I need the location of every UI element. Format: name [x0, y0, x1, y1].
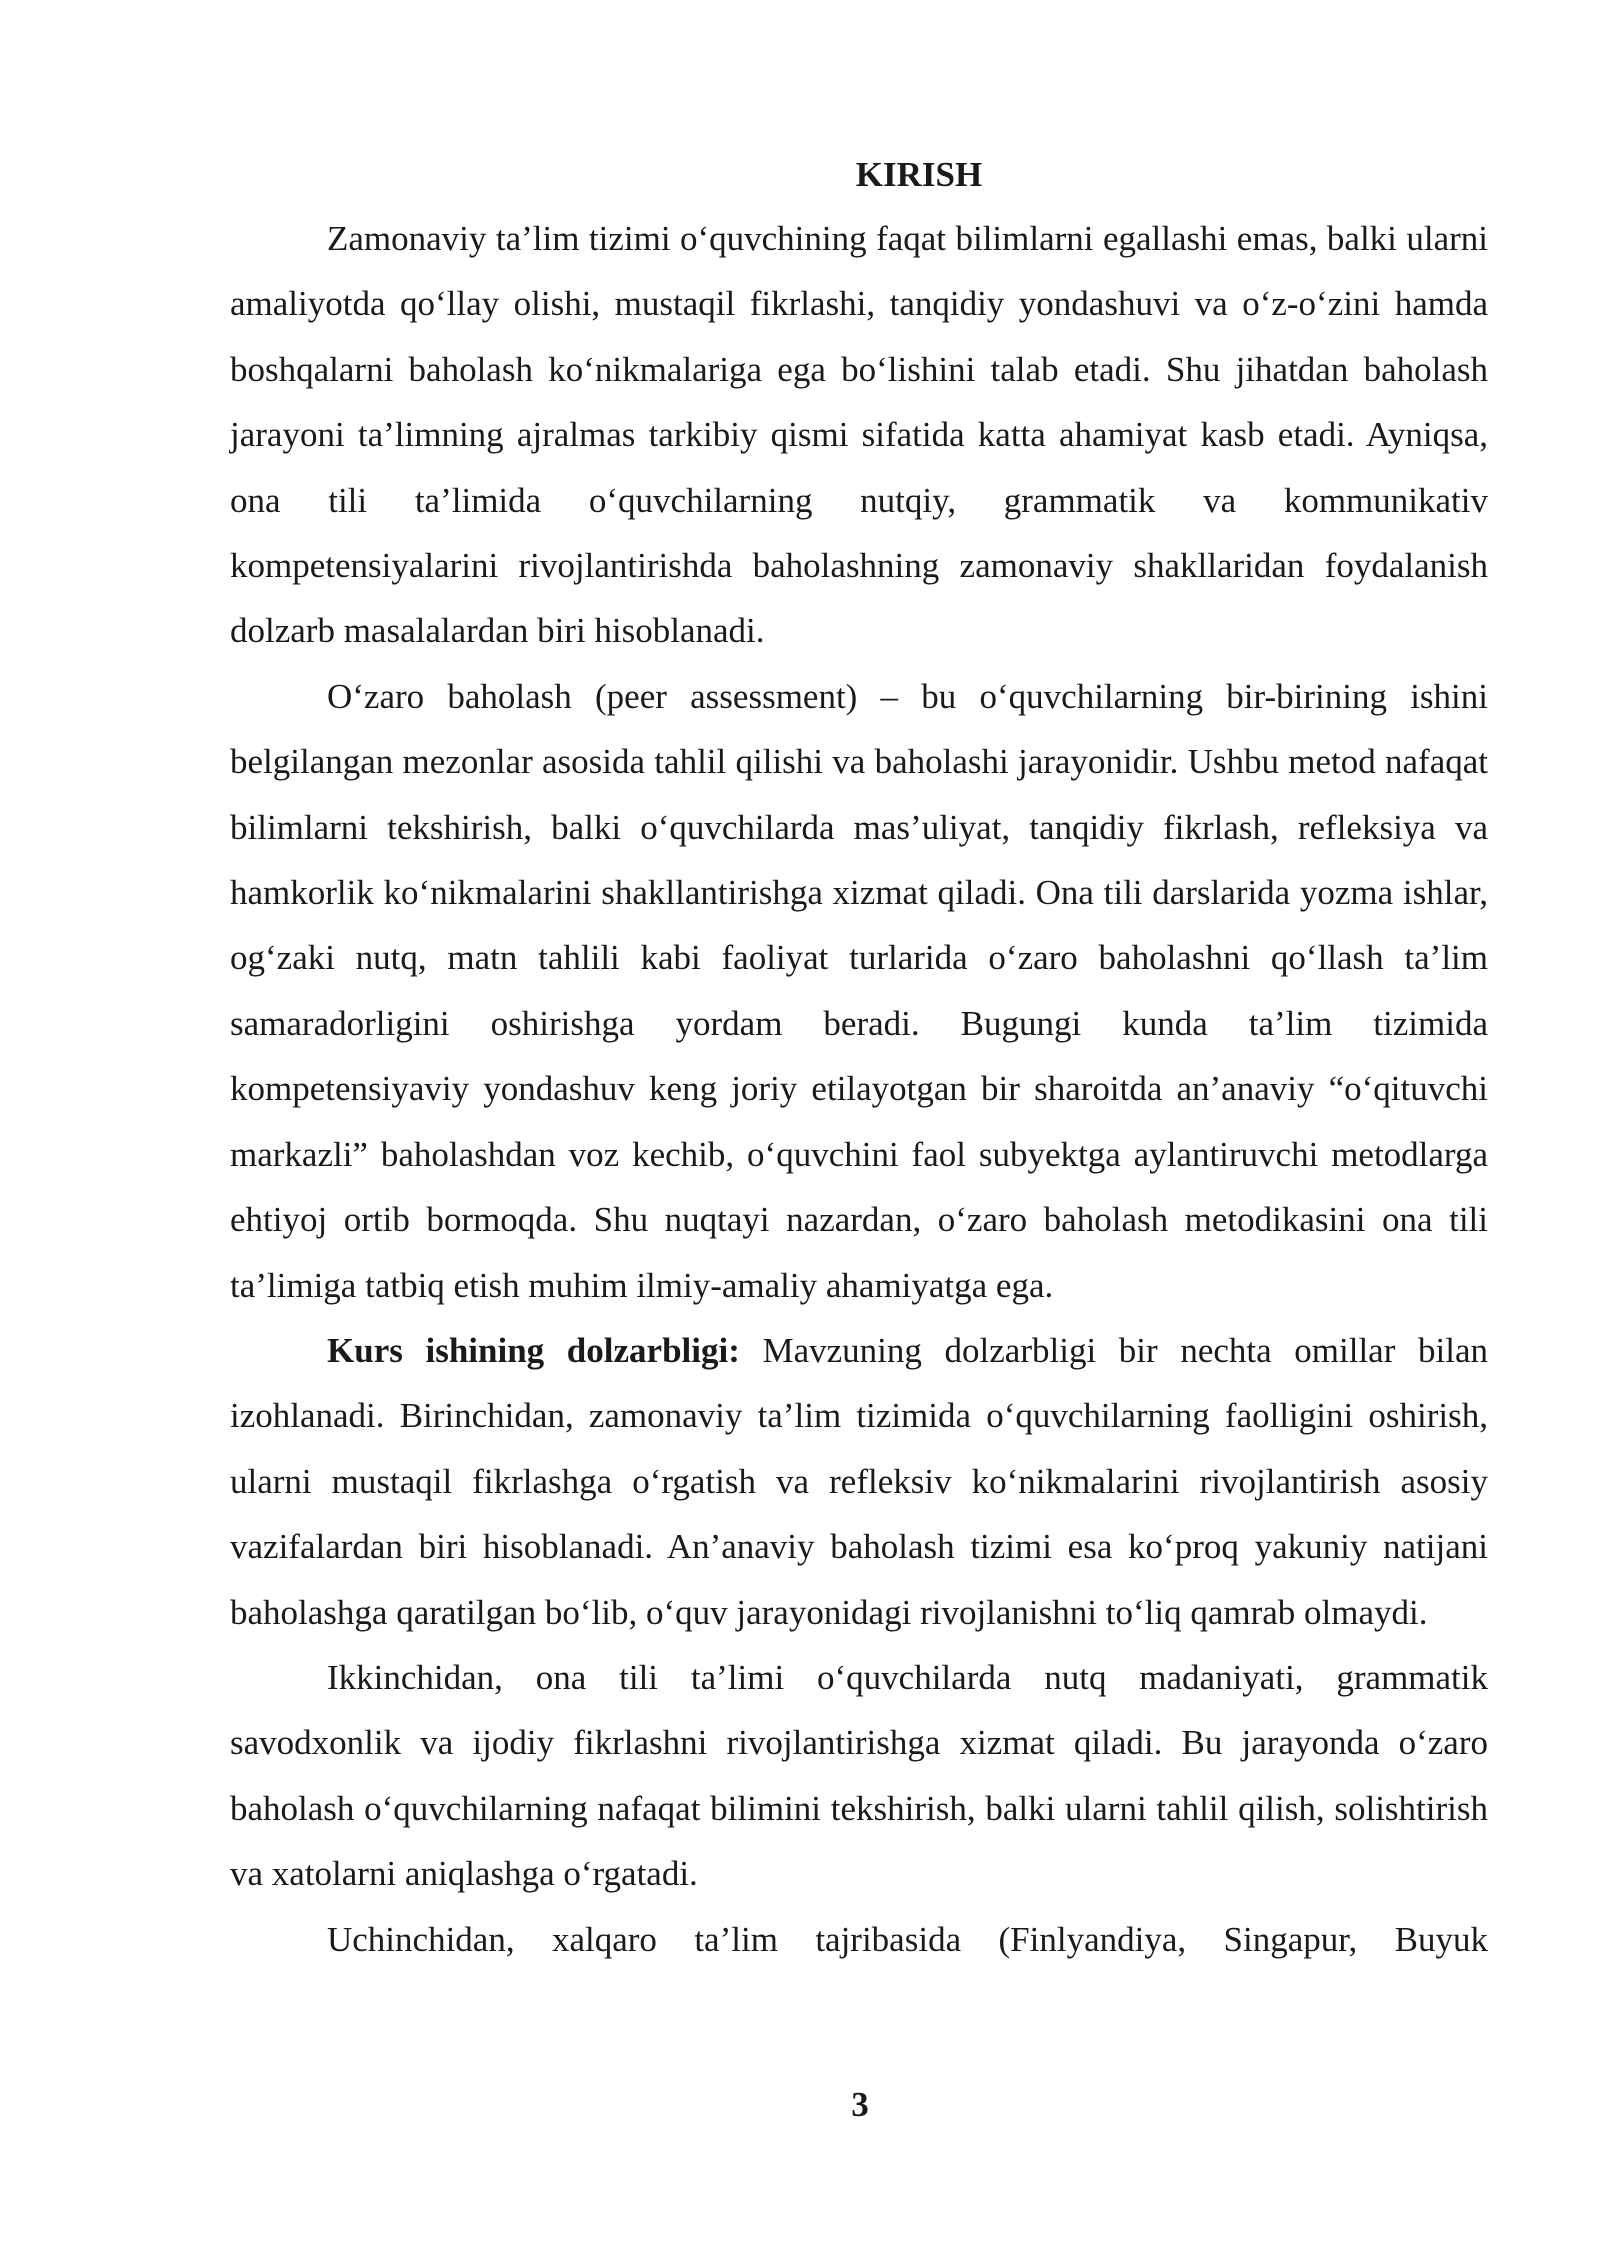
- paragraph-5-text: Uchinchidan, xalqaro ta’lim tajribasida (Finlyandiya, Singapur, Buyuk: [327, 1919, 1488, 1959]
- paragraph-5: [230, 1907, 1488, 1972]
- page-content: [230, 150, 1488, 1972]
- paragraph-3: [230, 1318, 1488, 1645]
- paragraph-1: [230, 206, 1488, 664]
- paragraph-4: [230, 1645, 1488, 1907]
- section-heading: KIRISH: [855, 155, 983, 194]
- paragraph-3-lead: Kurs ishining dolzarbligi:: [327, 1330, 740, 1370]
- paragraph-2-text: O‘zaro baholash (peer assessment) – bu o‘quvchilarning bir-birining ishini belgilangan mezonlar asosida tahlil qilishi va baholashi jarayonidir. Ushbu metod nafaqat bilimlarni tekshirish, balki o‘quvchilarda mas’uliyat, tanqidiy fikrlash, refleksiya va hamkorlik ko‘nikmalarini shakllantirishga xizmat qiladi. Ona tili darslarida yozma ishlar, og‘zaki nutq, matn tahlili kabi faoliyat turlarida o‘zaro baholashni qo‘llash ta’lim samaradorligini oshirishga yordam beradi. Bugungi kunda ta’lim tizimida kompetensiyaviy yondashuv keng joriy etilayotgan bir sharoitda an’anaviy “o‘qituvchi markazli” baholashdan voz kechib, o‘quvchini faol subyektga aylantiruvchi metodlarga ehtiyoj ortib bormoqda. Shu nuqtayi nazardan, o‘zaro baholash metodikasini ona tili ta’limiga tatbiq etish muhim ilmiy-amaliy ahamiyatga ega.: [230, 676, 1488, 1305]
- paragraph-1-text: Zamonaviy ta’lim tizimi o‘quvchining faqat bilimlarni egallashi emas, balki ularni amaliyotda qo‘llay olishi, mustaqil fikrlashi, tanqidiy yondashuvi va o‘z-o‘zini hamda boshqalarni baholash ko‘nikmalariga ega bo‘lishini talab etadi. Shu jihatdan baholash jarayoni ta’limning ajralmas tarkibiy qismi sifatida katta ahamiyat kasb etadi. Ayniqsa, ona tili ta’limida o‘quvchilarning nutqiy, grammatik va kommunikativ kompetensiyalarini rivojlantirishda baholashning zamonaviy shakllaridan foydalanish dolzarb masalalardan biri hisoblanadi.: [230, 219, 1488, 651]
- page-number: 3: [851, 2085, 869, 2124]
- paragraph-4-text: Ikkinchidan, ona tili ta’limi o‘quvchilarda nutq madaniyati, grammatik savodxonlik va ijodiy fikrlashni rivojlantirishga xizmat qiladi. Bu jarayonda o‘zaro baholash o‘quvchilarning nafaqat bilimini tekshirish, balki ularni tahlil qilish, solishtirish va xatolarni aniqlashga o‘rgatadi.: [230, 1657, 1488, 1894]
- paragraph-2: [230, 664, 1488, 1318]
- paragraph-3-text: Mavzuning dolzarbligi bir nechta omillar bilan izohlanadi. Birinchidan, zamonaviy ta’lim tizimida o‘quvchilarning faolligini oshirish, ularni mustaqil fikrlashga o‘rgatish va refleksiv ko‘nikmalarini rivojlantirish asosiy vazifalardan biri hisoblanadi. An’anaviy baholash tizimi esa ko‘proq yakuniy natijani baholashga qaratilgan bo‘lib, o‘quv jarayonidagi rivojlanishni to‘liq qamrab olmaydi.: [230, 1330, 1488, 1632]
